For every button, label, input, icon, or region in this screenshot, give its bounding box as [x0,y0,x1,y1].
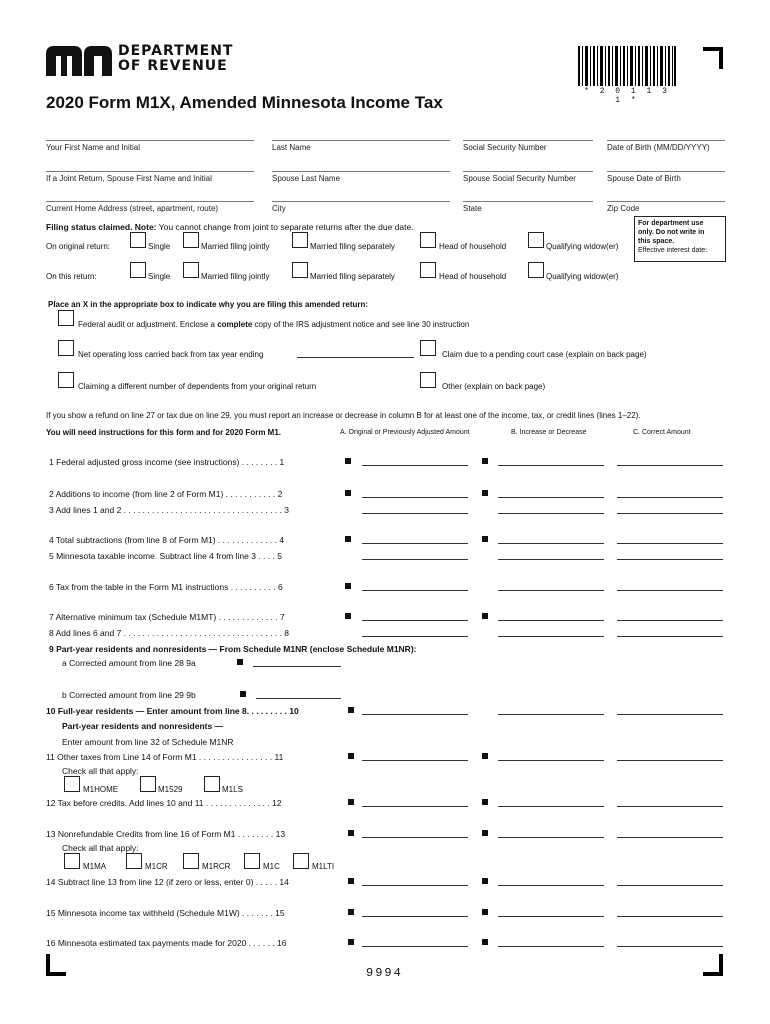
spouse-ssn-field[interactable]: Spouse Social Security Number [463,171,593,183]
line-12-label: 12 Tax before credits. Add lines 10 and 11 . . . . . . . . . . . . . . 12 [46,798,282,808]
spouse-last-name-field[interactable]: Spouse Last Name [272,171,450,183]
line-marker [348,799,354,805]
spouse-first-name-field[interactable]: If a Joint Return, Spouse First Name and Initial [46,171,254,183]
line-2-col-b[interactable] [498,497,604,498]
line-16-label: 16 Minnesota estimated tax payments made for 2020 . . . . . . 16 [46,938,287,948]
line-marker [482,909,488,915]
line-3-col-c[interactable] [617,513,723,514]
department-use-box: For department use only. Do not write in this space. Effective interest date: [634,216,726,262]
column-a-header: A. Original or Previously Adjusted Amount [340,429,470,436]
reason-audit-label: Federal audit or adjustment. Enclose a complete copy of the IRS adjustment notice and see line 30 instruction [78,320,470,329]
orig-mfj-checkbox[interactable] [183,232,199,248]
last-name-field[interactable]: Last Name [272,140,450,152]
line-marker [348,830,354,836]
line-11-label: 11 Other taxes from Line 14 of Form M1 . . . . . . . . . . . . . . . . 11 [46,752,284,762]
spouse-dob-field[interactable]: Spouse Date of Birth [607,171,725,183]
line-15-col-c[interactable] [617,916,723,917]
line-9b-label: b Corrected amount from line 29 9b [62,690,196,700]
option-label: Married filing separately [310,242,395,251]
checkbox-label: M1C [263,862,280,871]
line-1-label: 1 Federal adjusted gross income (see instructions) . . . . . . . . 1 [49,457,285,467]
reason-nol-checkbox[interactable] [58,340,74,356]
m1ls-checkbox[interactable] [204,776,220,792]
m1home-checkbox[interactable] [64,776,80,792]
line-4-col-c[interactable] [617,543,723,544]
line-5-col-a[interactable] [362,559,468,560]
line-5-col-b[interactable] [498,559,604,560]
this-mfj-checkbox[interactable] [183,262,199,278]
option-label: Head of household [439,242,507,251]
this-mfs-checkbox[interactable] [292,262,308,278]
zip-field[interactable]: Zip Code [607,201,725,213]
line-3-col-a[interactable] [362,513,468,514]
reason-court-checkbox[interactable] [420,340,436,356]
reason-dependents-checkbox[interactable] [58,372,74,388]
line-13-col-c[interactable] [617,837,723,838]
m1c-checkbox[interactable] [244,853,260,869]
option-label: Qualifying widow(er) [546,242,619,251]
line-1-col-c[interactable] [617,465,723,466]
checkbox-label: M1529 [158,785,183,794]
column-b-header: B. Increase or Decrease [511,429,587,436]
line-6-label: 6 Tax from the table in the Form M1 instructions . . . . . . . . . . 6 [49,582,283,592]
barcode-icon [578,46,676,86]
checkbox-label: M1RCR [202,862,231,871]
line-marker [482,939,488,945]
reason-heading: Place an X in the appropriate box to indicate why you are filing this amended return: [48,300,369,309]
line-1-col-b[interactable] [498,465,604,466]
line-6-col-c[interactable] [617,590,723,591]
corner-mark [46,954,66,976]
checkbox-label: M1HOME [83,785,119,794]
line-11-col-c[interactable] [617,760,723,761]
line-9b-input[interactable] [256,698,341,699]
ssn-field[interactable]: Social Security Number [463,140,593,152]
line-11-check-label: Check all that apply: [62,766,139,776]
line-13-check-label: Check all that apply: [62,843,139,853]
line-12-col-a[interactable] [362,806,468,807]
line-7-col-c[interactable] [617,620,723,621]
line-3-label: 3 Add lines 1 and 2 . . . . . . . . . . . . . . . . . . . . . . . . . . . . . . . . . . 3 [49,505,289,515]
m1529-checkbox[interactable] [140,776,156,792]
line-marker [345,613,351,619]
corner-mark [703,47,723,69]
m1cr-checkbox[interactable] [126,853,142,869]
line-9a-input[interactable] [253,666,341,667]
line-4-col-b[interactable] [498,543,604,544]
checkbox-label: M1LS [222,785,243,794]
line-marker [240,691,246,697]
this-return-label: On this return: [46,272,97,281]
line-15-label: 15 Minnesota income tax withheld (Schedule M1W) . . . . . . . 15 [46,908,285,918]
line-12-col-b[interactable] [498,806,604,807]
line-9a-label: a Corrected amount from line 28 9a [62,658,196,668]
option-label: Married filing separately [310,272,395,281]
form-code: 9994 [366,966,403,980]
dob-field[interactable]: Date of Birth (MM/DD/YYYY) [607,140,725,152]
line-marker [482,830,488,836]
m1ma-checkbox[interactable] [64,853,80,869]
option-label: Head of household [439,272,507,281]
line-marker [348,909,354,915]
mn-logo-icon [46,46,112,76]
line-marker [348,878,354,884]
city-field[interactable]: City [272,201,450,213]
column-c-header: C. Correct Amount [633,429,691,436]
line-8-col-a[interactable] [362,636,468,637]
m1lti-checkbox[interactable] [293,853,309,869]
line-11-col-b[interactable] [498,760,604,761]
line-16-col-a[interactable] [362,946,468,947]
option-label: Qualifying widow(er) [546,272,619,281]
filing-status-heading: Filing status claimed. Note: You cannot change from joint to separate returns after the due date. [46,222,414,232]
line-13-label: 13 Nonrefundable Credits from line 16 of Form M1 . . . . . . . . 13 [46,829,286,839]
orig-mfs-checkbox[interactable] [292,232,308,248]
line-13-col-b[interactable] [498,837,604,838]
state-field[interactable]: State [463,201,593,213]
line-2-col-c[interactable] [617,497,723,498]
reason-court-label: Claim due to a pending court case (explain on back page) [442,350,647,359]
reason-audit-checkbox[interactable] [58,310,74,326]
line-marker [345,583,351,589]
line-8-col-b[interactable] [498,636,604,637]
option-label: Single [148,272,171,281]
this-single-checkbox[interactable] [130,262,146,278]
line-marker [348,753,354,759]
line-8-col-c[interactable] [617,636,723,637]
option-label: Single [148,242,171,251]
m1rcr-checkbox[interactable] [183,853,199,869]
line-9-label: 9 Part-year residents and nonresidents — From Schedule M1NR (enclose Schedule M1NR): [49,644,417,654]
first-name-field[interactable]: Your First Name and Initial [46,140,254,152]
line-4-col-a[interactable] [362,543,468,544]
line-marker [482,536,488,542]
reason-dependents-label: Claiming a different number of dependents from your original return [78,382,317,391]
line-1-col-a[interactable] [362,465,468,466]
line-marker [482,613,488,619]
address-field[interactable]: Current Home Address (street, apartment, route) [46,201,254,213]
line-marker [348,939,354,945]
line-12-col-c[interactable] [617,806,723,807]
line-15-col-a[interactable] [362,916,468,917]
line-marker [237,659,243,665]
line-7-col-a[interactable] [362,620,468,621]
original-return-label: On original return: [46,242,111,251]
line-14-col-a[interactable] [362,885,468,886]
line-7-col-b[interactable] [498,620,604,621]
line-marker [482,458,488,464]
line-marker [482,490,488,496]
line-15-col-b[interactable] [498,916,604,917]
this-hoh-checkbox[interactable] [420,262,436,278]
checkbox-label: M1LTI [312,862,335,871]
line-10-col-a[interactable] [362,714,468,715]
line-14-col-b[interactable] [498,885,604,886]
line-14-label: 14 Subtract line 13 from line 12 (if zero or less, enter 0) . . . . . 14 [46,877,289,887]
reason-other-checkbox[interactable] [420,372,436,388]
orig-qw-checkbox[interactable] [528,232,544,248]
barcode-number: * 2 0 1 1 3 1 * [584,87,670,105]
orig-hoh-checkbox[interactable] [420,232,436,248]
line-marker [345,536,351,542]
line-6-col-b[interactable] [498,590,604,591]
line-16-col-c[interactable] [617,946,723,947]
line-10-col-b[interactable] [498,714,604,715]
agency-name: DEPARTMENT OF REVENUE [118,43,234,74]
refund-notice: If you show a refund on line 27 or tax due on line 29, you must report an increase or decrease in column B for at least one of the income, tax, or credit lines (lines 1–22). [46,411,641,420]
line-16-col-b[interactable] [498,946,604,947]
instructions-note: You will need instructions for this form and for 2020 Form M1. [46,428,281,437]
line-4-label: 4 Total subtractions (from line 8 of Form M1) . . . . . . . . . . . . . 4 [49,535,285,545]
checkbox-label: M1CR [145,862,168,871]
line-marker [348,707,354,713]
line-10-label: 10 Full-year residents — Enter amount from line 8. . . . . . . . . 10 [46,706,299,716]
line-marker [345,490,351,496]
line-5-col-c[interactable] [617,559,723,560]
option-label: Married filing jointly [201,242,270,251]
line-marker [345,458,351,464]
option-label: Married filing jointly [201,272,270,281]
line-7-label: 7 Alternative minimum tax (Schedule M1MT) . . . . . . . . . . . . . 7 [49,612,285,622]
line-2-col-a[interactable] [362,497,468,498]
line-14-col-c[interactable] [617,885,723,886]
line-5-label: 5 Minnesota taxable income. Subtract line 4 from line 3 . . . . 5 [49,551,282,561]
form-title: 2020 Form M1X, Amended Minnesota Income Tax [46,93,443,112]
this-qw-checkbox[interactable] [528,262,544,278]
line-6-col-a[interactable] [362,590,468,591]
line-10-subhead: Part-year residents and nonresidents — [62,721,224,731]
line-marker [482,753,488,759]
line-11-col-a[interactable] [362,760,468,761]
nol-year-input[interactable] [297,357,414,358]
corner-mark [703,954,723,976]
line-marker [482,878,488,884]
line-3-col-b[interactable] [498,513,604,514]
line-marker [482,799,488,805]
line-10-subtext: Enter amount from line 32 of Schedule M1NR [62,737,234,747]
checkbox-label: M1MA [83,862,107,871]
reason-other-label: Other (explain on back page) [442,382,546,391]
line-8-label: 8 Add lines 6 and 7 . . . . . . . . . . . . . . . . . . . . . . . . . . . . . . . . . . 8 [49,628,289,638]
orig-single-checkbox[interactable] [130,232,146,248]
line-13-col-a[interactable] [362,837,468,838]
line-10-col-c[interactable] [617,714,723,715]
reason-nol-label: Net operating loss carried back from tax year ending [78,350,264,359]
line-2-label: 2 Additions to income (from line 2 of Form M1) . . . . . . . . . . . 2 [49,489,283,499]
